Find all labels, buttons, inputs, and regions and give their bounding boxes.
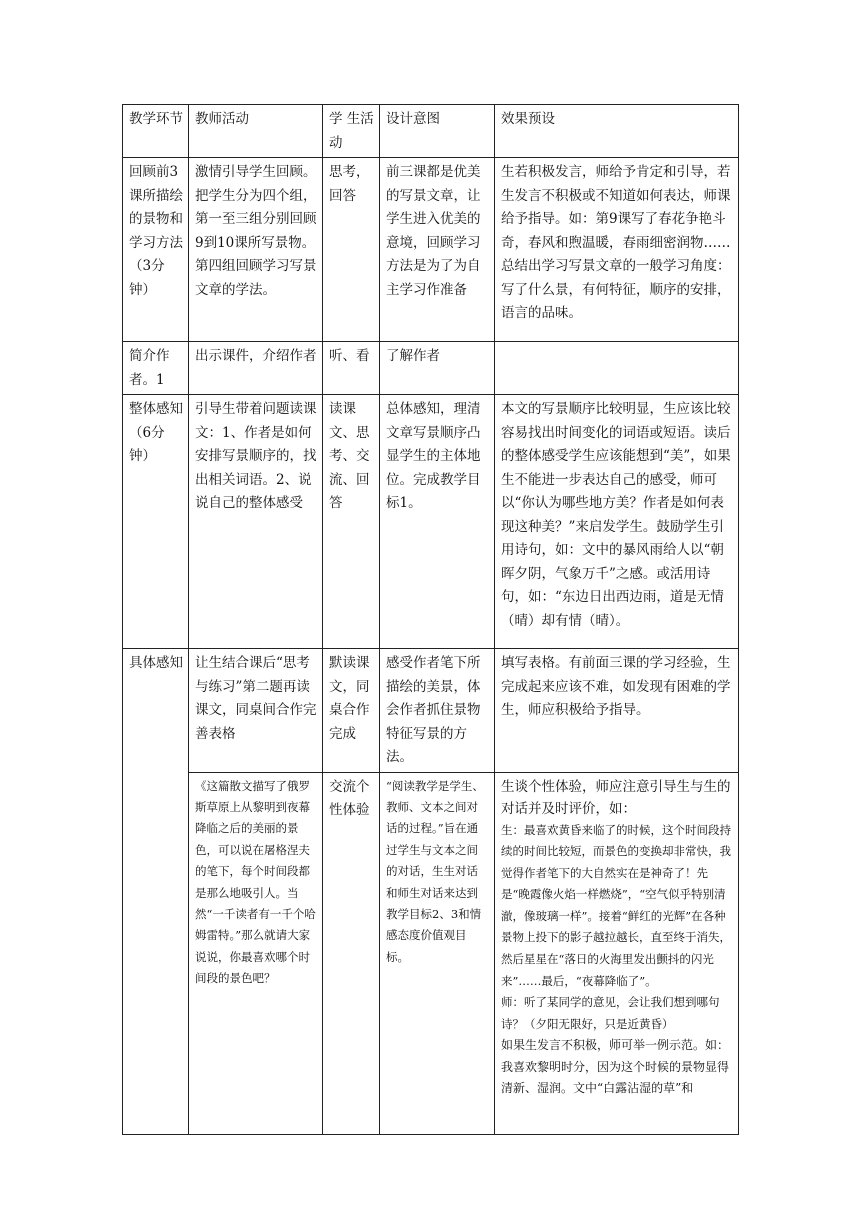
student-activity-cell: 思考，回答 — [323, 158, 380, 342]
design-intent-cell: 感受作者笔下所描绘的美景，体会作者抓住景物特征写景的方法。 — [380, 649, 495, 773]
stage-cell: 整体感知（6分钟） — [123, 395, 189, 649]
table-row — [123, 395, 739, 649]
table-row — [123, 772, 739, 1134]
header-teacher-activity: 教师活动 — [189, 105, 323, 158]
expected-effect-cell: 生若积极发言，师给予肯定和引导，若生发言不积极或不知道如何表达，师课给予指导。如：第9课写了春花争艳斗奇，春风和煦温暖，春雨细密润物…… 总结出学习写景文章的一般学习角度：写了什么景，有何特征，顺序的安排，语言的品味。 — [495, 158, 739, 342]
effect-intro-text: 生谈个性体验，师应注意引导生与生的对话并及时评价，如： — [501, 778, 731, 817]
student-activity-cell: 交流个性体验 — [323, 772, 380, 1134]
table-row — [123, 342, 739, 395]
header-expected-effect: 效果预设 — [495, 105, 739, 158]
student-activity-cell: 默读课文，同桌合作完成 — [323, 649, 380, 773]
design-intent-cell: 了解作者 — [380, 342, 495, 395]
teacher-activity-cell: 引导生带着问题读课文：1、作者是如何安排写景顺序的，找出相关词语。2、说说自己的整体感受 — [189, 395, 323, 649]
teacher-activity-cell: 激情引导学生回顾。把学生分为四个组，第一至三组分别回顾9到10课所写景物。第四组回顾学习写景文章的学法。 — [189, 158, 323, 342]
stage-cell: 具体感知 — [123, 649, 189, 1135]
design-intent-cell: “阅读教学是学生、教师、文本之间对话的过程。”旨在通过学生与文本之间的对话，生生对话和师生对话来达到教学目标2、3和情感态度价值观目标。 — [380, 772, 495, 1134]
stage-cell: 回顾前3课所描绘的景物和学习方法（3分钟） — [123, 158, 189, 342]
expected-effect-cell — [495, 342, 739, 395]
student-activity-cell: 读课文、思考、交流、回答 — [323, 395, 380, 649]
stage-cell: 简介作者。1 — [123, 342, 189, 395]
lesson-plan-table — [122, 104, 739, 1135]
student-activity-cell: 听、看 — [323, 342, 380, 395]
teacher-activity-cell: 出示课件，介绍作者 — [189, 342, 323, 395]
table-row — [123, 158, 739, 342]
effect-dialogue-text: 生：最喜欢黄昏来临了的时候，这个时间段持续的时间比较短，而景色的变换却非常快，我觉得作者笔下的大自然实在是神奇了！先是“晚霞像火焰一样燃烧”，“空气似乎特别清澈，像玻璃一样”。接着“鲜红的光辉”在各种景物上投下的影子越拉越长，直至终于消失，然后星星在“落日的火海里发出颤抖的闪光来”……最后，“夜幕降临了”。 师：听了某同学的意见，会让我们想到哪句诗？（夕阳无限好，只是近黄昏） — [501, 822, 731, 1031]
expected-effect-cell — [495, 772, 739, 1134]
expected-effect-cell: 填写表格。有前面三课的学习经验，生完成起来应该不难，如发现有困难的学生，师应积极给予指导。 — [495, 649, 739, 773]
header-student-activity: 学 生活动 — [323, 105, 380, 158]
header-design-intent: 设计意图 — [380, 105, 495, 158]
table-row — [123, 649, 739, 773]
design-intent-cell: 总体感知，理清文章写景顺序凸显学生的主体地位。完成教学目标1。 — [380, 395, 495, 649]
teacher-activity-cell: 让生结合课后“思考与练习”第二题再读课文，同桌间合作完善表格 — [189, 649, 323, 773]
design-intent-cell: 前三课都是优美的写景文章，让学生进入优美的意境，回顾学习方法是为了为自主学习作准备 — [380, 158, 495, 342]
teacher-activity-cell: 《这篇散文描写了俄罗斯草原上从黎明到夜幕降临之后的美丽的景色，可以说在屠格涅夫的笔下，每个时间段都是那么地吸引人。当然“一千读者有一千个哈姆雷特。”那么就请大家说说，你最喜欢哪个时间段的景色吧？ — [189, 772, 323, 1134]
header-stage: 教学环节 — [123, 105, 189, 158]
header-row — [123, 105, 739, 158]
effect-example-text: 如果生发言不积极，师可举一例示范。如：我喜欢黎明时分，因为这个时候的景物显得清新、湿润。文中“白露沾湿的草”和 — [501, 1038, 730, 1096]
expected-effect-cell: 本文的写景顺序比较明显，生应该比较容易找出时间变化的词语或短语。读后的整体感受学生应该能想到“美”，如果生不能进一步表达自己的感受，师可以“你认为哪些地方美？作者是如何表现这种美？”来启发学生。鼓励学生引用诗句，如：文中的暴风雨给人以“朝晖夕阴，气象万千”之感。或活用诗句，如：“东边日出西边雨，道是无情（晴）却有情（晴）。 — [495, 395, 739, 649]
